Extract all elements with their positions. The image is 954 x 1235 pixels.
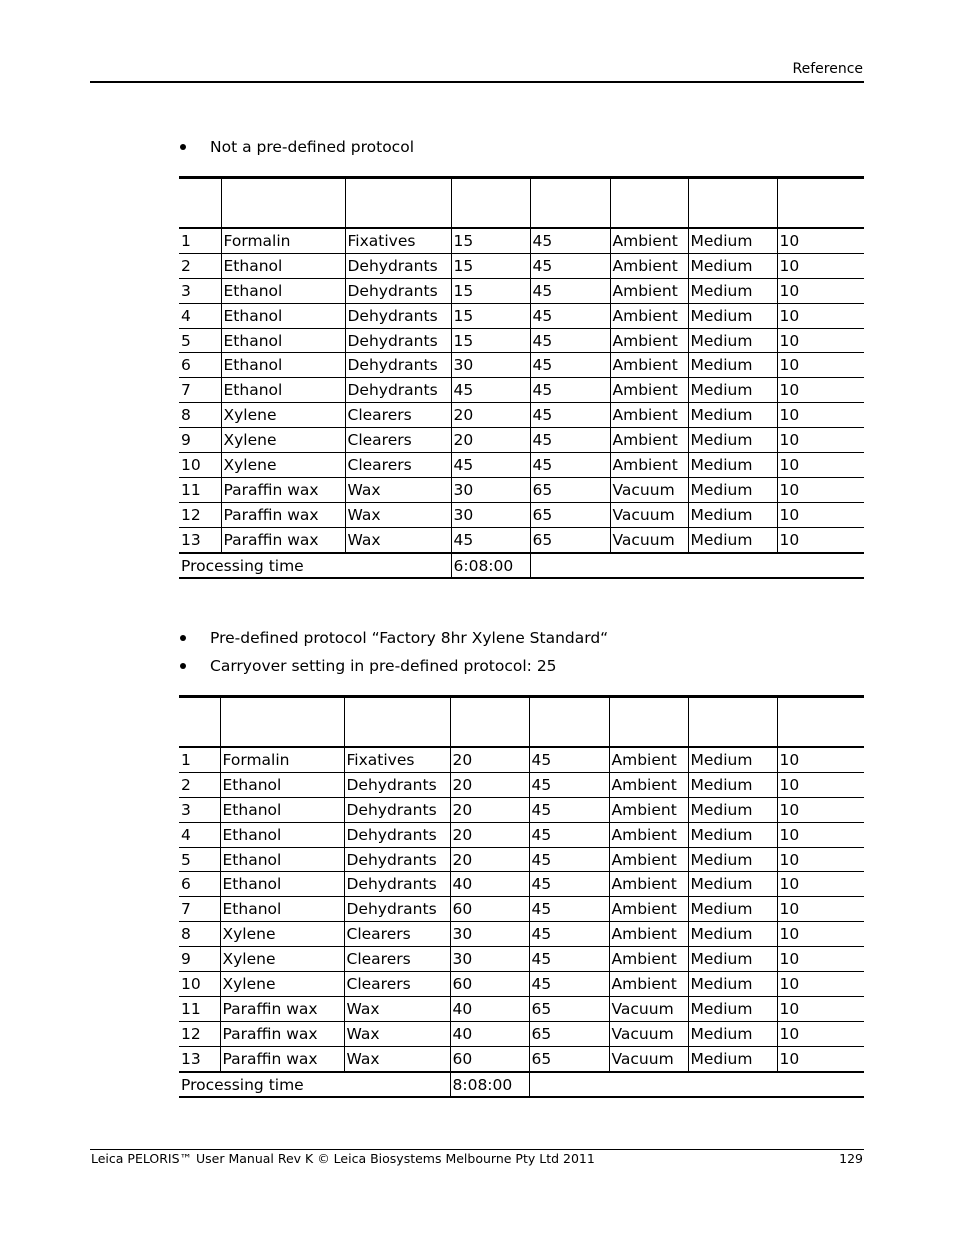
table-cell: 65 [529, 996, 609, 1021]
table-cell: 10 [777, 328, 864, 353]
table-cell: 65 [530, 527, 610, 552]
footer-copyright: Leica PELORIS™ User Manual Rev K © Leica Biosystems Melbourne Pty Ltd 2011 [91, 1151, 595, 1166]
table-cell: 10 [777, 403, 864, 428]
protocol-table-2 [179, 695, 864, 1098]
table-cell: 10 [179, 453, 221, 478]
header-cell [221, 178, 345, 229]
table-cell: Vacuum [609, 1021, 688, 1046]
table-cell: Ethanol [221, 353, 345, 378]
table-row [179, 428, 864, 453]
table-row [179, 477, 864, 502]
protocol-table-1 [179, 176, 864, 579]
table-cell: 10 [777, 502, 864, 527]
table-cell: Medium [688, 996, 777, 1021]
table-cell: Ambient [610, 403, 688, 428]
table-cell: 10 [777, 353, 864, 378]
table-cell: Ethanol [220, 772, 344, 797]
table-cell: 45 [529, 747, 609, 772]
table-cell: 45 [529, 947, 609, 972]
table-cell: Xylene [221, 428, 345, 453]
table-cell: 45 [529, 822, 609, 847]
table-cell: Ambient [610, 378, 688, 403]
table-cell: Vacuum [609, 996, 688, 1021]
table-cell: Ambient [610, 453, 688, 478]
table-cell: 10 [777, 872, 864, 897]
table-cell: Medium [688, 947, 777, 972]
bullet-icon [180, 144, 186, 150]
table-row [179, 847, 864, 872]
table-cell: 65 [529, 1021, 609, 1046]
bullet-text: Pre-defined protocol “Factory 8hr Xylene Standard“ [210, 629, 609, 647]
table-cell: Ambient [610, 353, 688, 378]
table-cell: 10 [179, 972, 220, 997]
table-cell: 10 [777, 822, 864, 847]
bullet-icon [180, 663, 186, 669]
page-number: 129 [839, 1151, 863, 1166]
table-cell: Xylene [221, 403, 345, 428]
header-cell [530, 178, 610, 229]
table-cell: 10 [777, 797, 864, 822]
table-cell: Ethanol [220, 847, 344, 872]
table-cell: 9 [179, 428, 221, 453]
header-cell [610, 178, 688, 229]
table-cell: Clearers [345, 453, 451, 478]
header-cell [344, 697, 450, 748]
table-row [179, 453, 864, 478]
table-cell: Medium [688, 278, 777, 303]
table-cell: 45 [529, 897, 609, 922]
table-cell: Ambient [609, 797, 688, 822]
bullet-text: Not a pre-defined protocol [210, 138, 414, 156]
table-cell: Wax [344, 996, 450, 1021]
table-cell: 45 [530, 253, 610, 278]
table-cell: 45 [530, 378, 610, 403]
table-cell: Medium [688, 453, 777, 478]
table-cell: Ethanol [221, 328, 345, 353]
table-cell: 9 [179, 947, 220, 972]
table-cell: Medium [688, 847, 777, 872]
table-cell: 45 [451, 527, 530, 552]
table-row [179, 502, 864, 527]
table-cell: 10 [777, 1046, 864, 1071]
table-cell: 10 [777, 278, 864, 303]
table-cell: Ethanol [221, 253, 345, 278]
table-cell: Ambient [610, 303, 688, 328]
table-cell: 12 [179, 502, 221, 527]
table-cell: Ambient [609, 972, 688, 997]
table-cell: 4 [179, 303, 221, 328]
table-cell: 7 [179, 897, 220, 922]
table-row [179, 1046, 864, 1071]
table-cell: Dehydrants [344, 772, 450, 797]
total-empty-cell [529, 1072, 864, 1098]
table-cell: 10 [777, 996, 864, 1021]
table-cell: 20 [450, 822, 529, 847]
table-row [179, 947, 864, 972]
table-cell: Medium [688, 1046, 777, 1071]
table-cell: 15 [451, 228, 530, 253]
table-cell: 45 [529, 972, 609, 997]
header-rule [90, 81, 864, 83]
table-row [179, 228, 864, 253]
table-cell: 65 [529, 1046, 609, 1071]
header-cell [179, 178, 221, 229]
table-row [179, 403, 864, 428]
table-cell: Xylene [220, 922, 344, 947]
table-cell: Wax [344, 1046, 450, 1071]
table-cell: Dehydrants [345, 328, 451, 353]
table-cell: 40 [450, 996, 529, 1021]
table-row [179, 897, 864, 922]
table-cell: 40 [450, 1021, 529, 1046]
table-cell: 1 [179, 228, 221, 253]
table-cell: 1 [179, 747, 220, 772]
table-cell: 15 [451, 253, 530, 278]
table-cell: 30 [450, 922, 529, 947]
table-cell: Wax [344, 1021, 450, 1046]
table-cell: Dehydrants [344, 847, 450, 872]
table-cell: Dehydrants [345, 303, 451, 328]
table-cell: 20 [450, 747, 529, 772]
table-row [179, 872, 864, 897]
table-cell: 45 [529, 772, 609, 797]
bullet-item [179, 629, 608, 647]
table-cell: Dehydrants [345, 353, 451, 378]
table-cell: 45 [530, 403, 610, 428]
table-cell: Wax [345, 502, 451, 527]
table-cell: Ambient [610, 278, 688, 303]
table-cell: Ambient [610, 253, 688, 278]
table-cell: 2 [179, 772, 220, 797]
table-cell: 10 [777, 428, 864, 453]
table-cell: Xylene [221, 453, 345, 478]
table-row [179, 922, 864, 947]
header-cell [450, 697, 529, 748]
table-cell: Medium [688, 772, 777, 797]
table-cell: Medium [688, 797, 777, 822]
table-cell: Ethanol [220, 872, 344, 897]
table-cell: 11 [179, 996, 220, 1021]
table-cell: Vacuum [609, 1046, 688, 1071]
header-cell [529, 697, 609, 748]
table-row [179, 1021, 864, 1046]
table-cell: Dehydrants [345, 278, 451, 303]
table-cell: 65 [530, 477, 610, 502]
table-cell: Formalin [220, 747, 344, 772]
table-cell: Dehydrants [345, 253, 451, 278]
table-cell: 5 [179, 328, 221, 353]
table-cell: 45 [530, 228, 610, 253]
table-cell: Medium [688, 872, 777, 897]
table-cell: 45 [530, 353, 610, 378]
table-cell: 13 [179, 1046, 220, 1071]
table-cell: 10 [777, 1021, 864, 1046]
table-row [179, 996, 864, 1021]
table-row [179, 353, 864, 378]
table-cell: Clearers [345, 403, 451, 428]
bullet-text: Carryover setting in pre-defined protocol: 25 [210, 657, 557, 675]
table-cell: 45 [530, 278, 610, 303]
table-cell: 10 [777, 253, 864, 278]
table-cell: 6 [179, 872, 220, 897]
header-cell [777, 178, 864, 229]
table-cell: Vacuum [610, 477, 688, 502]
table-cell: 20 [450, 847, 529, 872]
table-row [179, 772, 864, 797]
table-cell: 10 [777, 477, 864, 502]
table-cell: Xylene [220, 947, 344, 972]
table-row [179, 278, 864, 303]
table-cell: 40 [450, 872, 529, 897]
table-cell: 10 [777, 378, 864, 403]
table-cell: Medium [688, 303, 777, 328]
table-cell: Formalin [221, 228, 345, 253]
total-row [179, 553, 864, 579]
table-cell: Wax [345, 527, 451, 552]
table-cell: 10 [777, 772, 864, 797]
table-row [179, 747, 864, 772]
table-cell: Medium [688, 972, 777, 997]
table-cell: 7 [179, 378, 221, 403]
table-cell: 45 [529, 797, 609, 822]
table-cell: Ethanol [221, 278, 345, 303]
table-row [179, 303, 864, 328]
page-header-section: Reference [792, 61, 863, 77]
table-cell: Medium [688, 477, 777, 502]
table-cell: Medium [688, 428, 777, 453]
table-cell: Dehydrants [344, 872, 450, 897]
table-cell: Xylene [220, 972, 344, 997]
table-cell: 30 [451, 502, 530, 527]
table-cell: Ambient [609, 872, 688, 897]
table-cell: 10 [777, 453, 864, 478]
table-cell: 3 [179, 278, 221, 303]
table-cell: Ambient [610, 428, 688, 453]
table-cell: 10 [777, 747, 864, 772]
header-cell [179, 697, 220, 748]
table-cell: 8 [179, 922, 220, 947]
table-cell: Paraffin wax [221, 477, 345, 502]
table-cell: 45 [530, 453, 610, 478]
table-cell: 10 [777, 972, 864, 997]
table-cell: Ambient [609, 747, 688, 772]
table-cell: 10 [777, 897, 864, 922]
table-cell: Ethanol [220, 897, 344, 922]
table-row [179, 253, 864, 278]
table-cell: 20 [450, 797, 529, 822]
table-cell: Ambient [609, 847, 688, 872]
table-cell: 60 [450, 1046, 529, 1071]
table-header-row [179, 178, 864, 229]
total-value: 8:08:00 [450, 1072, 529, 1098]
table-cell: 10 [777, 847, 864, 872]
table-cell: 6 [179, 353, 221, 378]
table-cell: 15 [451, 328, 530, 353]
table-cell: Medium [688, 353, 777, 378]
table-cell: Medium [688, 747, 777, 772]
table-cell: Medium [688, 922, 777, 947]
table-cell: 2 [179, 253, 221, 278]
bullet-item [179, 657, 557, 675]
table-cell: Dehydrants [344, 897, 450, 922]
table-cell: Ethanol [221, 303, 345, 328]
table-cell: 60 [450, 972, 529, 997]
table-row [179, 972, 864, 997]
header-cell [688, 178, 777, 229]
bullet-item [179, 138, 414, 156]
table-cell: Ethanol [220, 822, 344, 847]
table-cell: 13 [179, 527, 221, 552]
table-cell: 10 [777, 947, 864, 972]
table-cell: 45 [529, 847, 609, 872]
bullet-icon [180, 635, 186, 641]
table-cell: 20 [450, 772, 529, 797]
table-cell: Ambient [609, 822, 688, 847]
table-cell: Medium [688, 527, 777, 552]
table-cell: 30 [451, 353, 530, 378]
table-cell: Paraffin wax [221, 502, 345, 527]
table-cell: Medium [688, 253, 777, 278]
table-row [179, 328, 864, 353]
table-cell: 60 [450, 897, 529, 922]
table-header-row [179, 697, 864, 748]
header-cell [451, 178, 530, 229]
table-cell: Paraffin wax [220, 1021, 344, 1046]
table-cell: Ambient [610, 328, 688, 353]
table-cell: Ambient [609, 772, 688, 797]
table-cell: 10 [777, 228, 864, 253]
table-cell: 45 [451, 453, 530, 478]
table-cell: 15 [451, 303, 530, 328]
table-cell: Medium [688, 228, 777, 253]
table-cell: Medium [688, 502, 777, 527]
table-cell: 30 [450, 947, 529, 972]
table-cell: 65 [530, 502, 610, 527]
table-cell: Medium [688, 1021, 777, 1046]
table-cell: Clearers [344, 922, 450, 947]
table-cell: 20 [451, 403, 530, 428]
table-cell: Wax [345, 477, 451, 502]
table-cell: Dehydrants [345, 378, 451, 403]
table-cell: Medium [688, 403, 777, 428]
table-cell: 10 [777, 527, 864, 552]
table-cell: 8 [179, 403, 221, 428]
table-row [179, 378, 864, 403]
table-cell: Ambient [609, 947, 688, 972]
header-cell [220, 697, 344, 748]
table-cell: Clearers [344, 947, 450, 972]
table-cell: 10 [777, 303, 864, 328]
total-label: Processing time [179, 553, 451, 579]
table-cell: 45 [529, 922, 609, 947]
table-row [179, 822, 864, 847]
table-cell: 12 [179, 1021, 220, 1046]
table-cell: 45 [529, 872, 609, 897]
table-cell: 45 [451, 378, 530, 403]
total-value: 6:08:00 [451, 553, 530, 579]
table-cell: Medium [688, 378, 777, 403]
table-cell: 11 [179, 477, 221, 502]
table-cell: 20 [451, 428, 530, 453]
table-cell: Clearers [345, 428, 451, 453]
table-cell: Vacuum [610, 527, 688, 552]
table-cell: Vacuum [610, 502, 688, 527]
header-cell [777, 697, 864, 748]
table-cell: Clearers [344, 972, 450, 997]
header-cell [609, 697, 688, 748]
table-cell: Fixatives [345, 228, 451, 253]
table-cell: 5 [179, 847, 220, 872]
table-row [179, 527, 864, 552]
table-cell: Dehydrants [344, 822, 450, 847]
table-cell: 30 [451, 477, 530, 502]
total-row [179, 1072, 864, 1098]
table-cell: 3 [179, 797, 220, 822]
header-cell [345, 178, 451, 229]
table-cell: 15 [451, 278, 530, 303]
table-cell: Dehydrants [344, 797, 450, 822]
total-empty-cell [530, 553, 864, 579]
table-cell: 45 [530, 303, 610, 328]
table-cell: Ambient [609, 897, 688, 922]
table-cell: Paraffin wax [221, 527, 345, 552]
table-cell: 10 [777, 922, 864, 947]
table-cell: Medium [688, 328, 777, 353]
total-label: Processing time [179, 1072, 450, 1098]
table-cell: Paraffin wax [220, 996, 344, 1021]
table-cell: Ethanol [221, 378, 345, 403]
table-row [179, 797, 864, 822]
table-cell: Ambient [609, 922, 688, 947]
table-cell: 45 [530, 328, 610, 353]
table-cell: Medium [688, 897, 777, 922]
table-cell: 45 [530, 428, 610, 453]
table-cell: Ethanol [220, 797, 344, 822]
table-cell: Medium [688, 822, 777, 847]
table-cell: 4 [179, 822, 220, 847]
table-cell: Fixatives [344, 747, 450, 772]
footer-rule [90, 1149, 864, 1150]
table-cell: Paraffin wax [220, 1046, 344, 1071]
header-cell [688, 697, 777, 748]
table-cell: Ambient [610, 228, 688, 253]
